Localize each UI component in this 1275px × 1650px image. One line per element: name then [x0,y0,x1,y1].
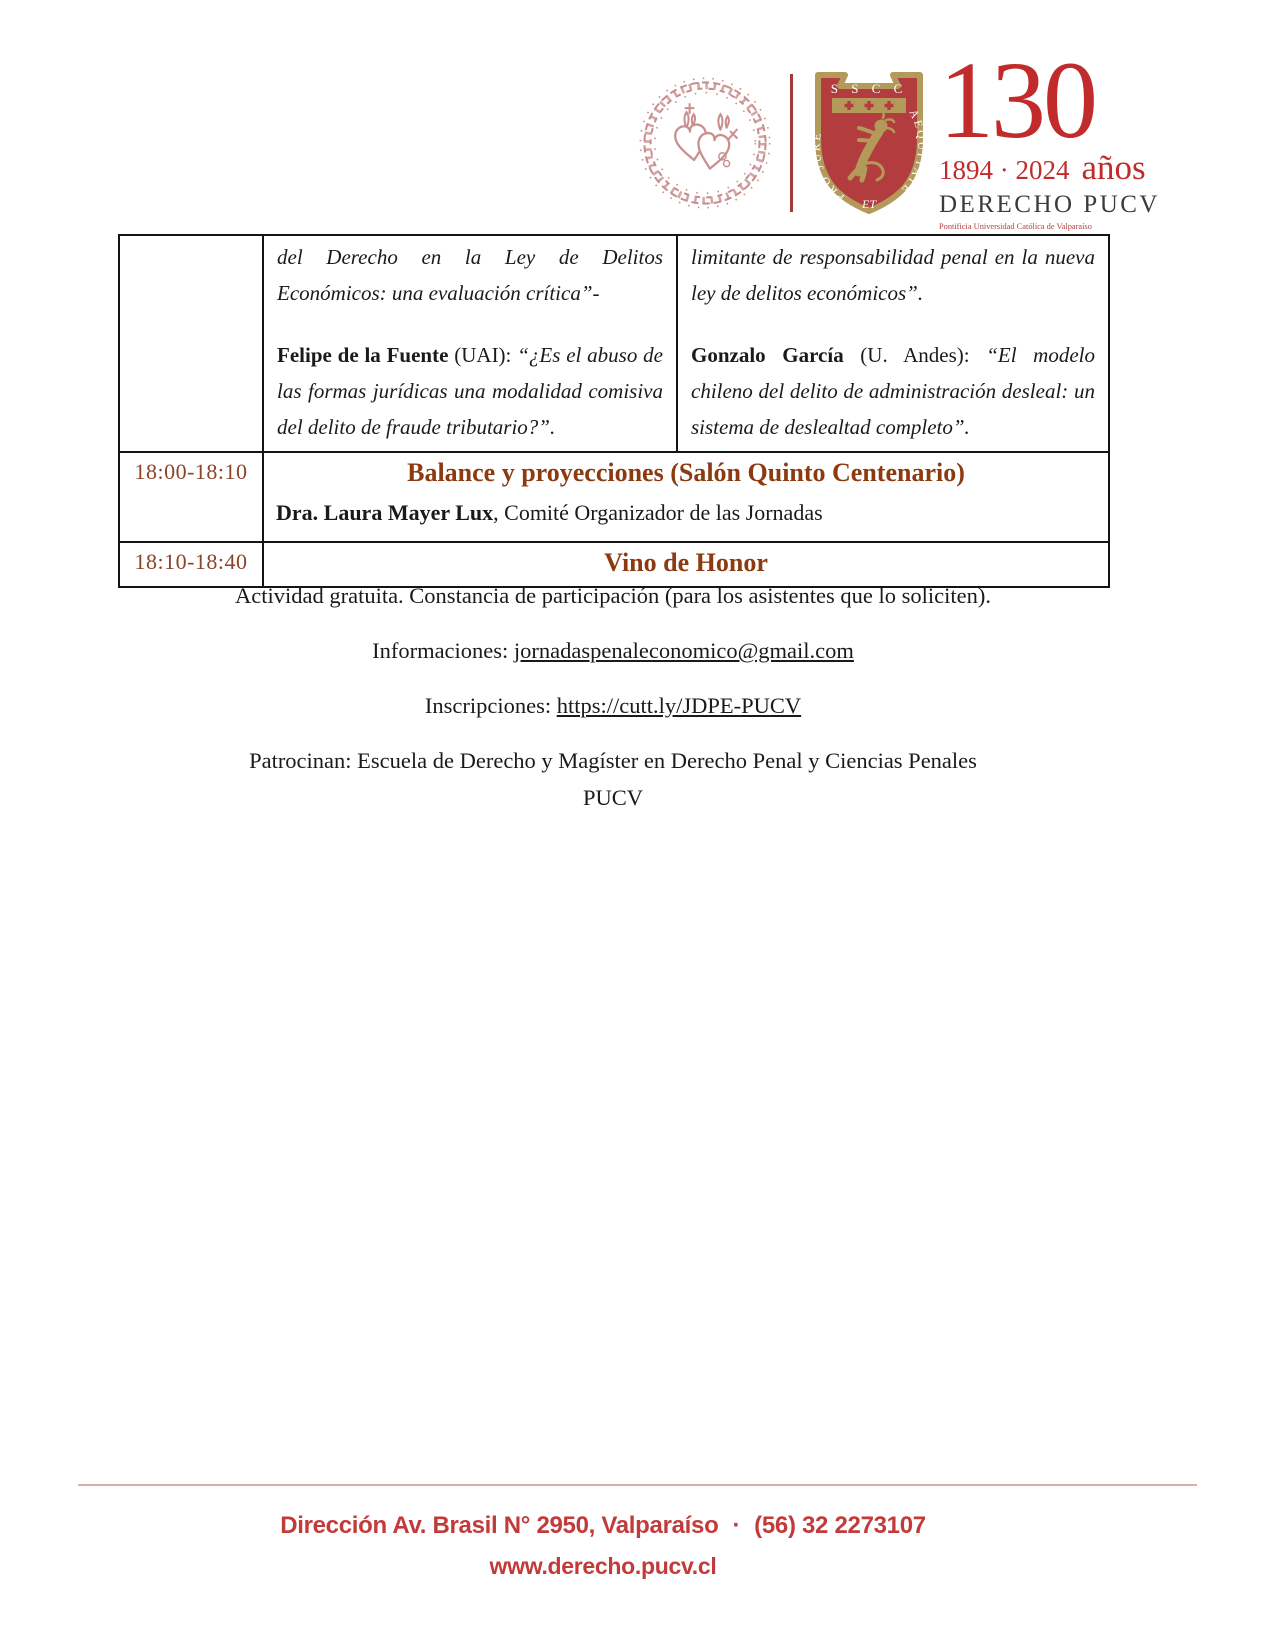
registration-url-link[interactable]: https://cutt.ly/JDPE-PUCV [556,693,802,718]
registration-line [118,692,1108,719]
talk-entry [691,337,1095,445]
contact-line [118,637,1108,664]
sponsors-line: Patrocinan: Escuela de Derecho y Magíster en Derecho Penal y Ciencias Penales [249,748,977,773]
table-row [119,452,1109,542]
footer-address-line [0,1512,1206,1540]
speaker-affiliation: (U. Andes): [843,343,987,367]
info-block [118,582,1108,839]
schedule-table [118,234,1110,588]
time-cell [119,235,263,452]
talk-title: “El modelo chileno del delito de administración desleal: un sistema de deslealtad completo”. [691,343,1095,439]
talk-entry [277,337,663,445]
speaker-name: Gonzalo García [691,343,844,367]
session-cell [263,542,1109,587]
footer-address: Dirección Av. Brasil N° 2950, Valparaíso [280,1512,719,1539]
header [628,39,1160,232]
talk-cell-left [263,235,677,452]
session-title: Balance y proyecciones (Salón Quinto Centenario) [407,458,965,487]
speaker-role: , Comité Organizador de las Jornadas [493,500,823,526]
anniversary-number: 130 [939,39,1095,161]
time-cell: 18:00-18:10 [119,452,263,542]
free-activity-note: Actividad gratuita. Constancia de participación (para los asistentes que lo soliciten). [234,583,991,608]
speaker-name: Felipe de la Fuente [277,343,449,367]
session-speaker [276,500,1096,526]
speaker-affiliation: (UAI): [448,343,518,367]
table-row [119,542,1109,587]
university-name: Pontificia Universidad Católica de Valparaíso [939,222,1092,232]
shield-initials: S S C C [830,80,908,96]
footer-dot-separator: · [732,1512,741,1539]
contact-label: Informaciones: [372,638,514,663]
talk-title: “¿Es el abuso de las formas jurídicas una modalidad comisiva del delito de fraude tributario?”. [277,343,663,439]
pucv-law-shield-icon [809,68,929,218]
contact-email-link[interactable]: jornadaspenaleconomico@gmail.com [513,638,854,663]
registration-label: Inscripciones: [424,693,557,718]
table-row [119,235,1109,452]
speaker-name: Dra. Laura Mayer Lux [276,500,494,526]
session-title: Vino de Honor [604,548,768,577]
anniversary-logo [939,39,1160,232]
anniversary-years-word: años [1081,148,1146,188]
sacred-hearts-wreath-icon [628,66,782,220]
footer-website: www.derecho.pucv.cl [489,1553,717,1579]
header-divider [790,74,793,212]
shield-motto-right: AEQUITATE [897,107,928,197]
shield-motto-left: PRO JURE [810,129,847,203]
time-cell: 18:10-18:40 [119,542,263,587]
sponsors-line-2: PUCV [582,785,644,810]
shield-motto-bottom: ET [861,196,877,211]
session-cell [263,452,1109,542]
footer-phone: (56) 32 2273107 [754,1512,926,1539]
talk-continuation: limitante de responsabilidad penal en la nueva ley de delitos económicos”. [691,245,1095,305]
footer-divider [78,1484,1197,1486]
talk-cell-right [677,235,1109,452]
talk-continuation: del Derecho en la Ley de Delitos Económicos: una evaluación crítica”- [277,245,663,305]
anniversary-year-range: 1894 · 2024 [939,155,1070,186]
school-name: DERECHO PUCV [939,191,1160,219]
